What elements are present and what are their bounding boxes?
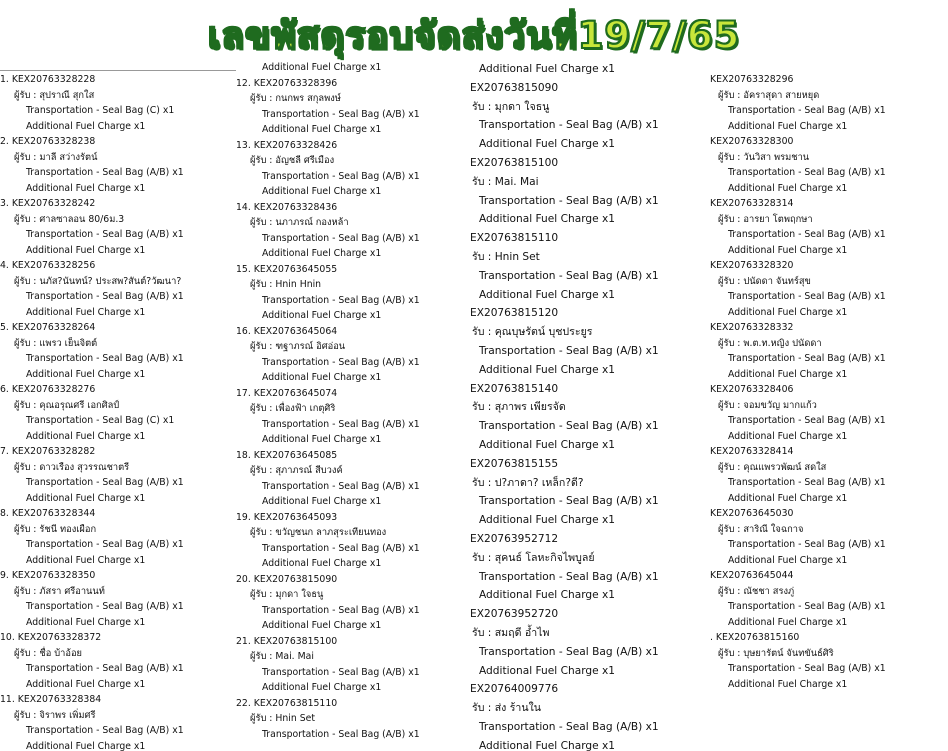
recipient-line: ผู้รับ : คุณอรุณศรี เอกศิลป์ xyxy=(14,399,120,411)
item-line: Transportation - Seal Bag (A/B) x1 xyxy=(26,663,184,674)
tracking-number: KEX20763645030 xyxy=(710,508,794,519)
item-line: Transportation - Seal Bag (A/B) x1 xyxy=(262,666,420,678)
item-line: Transportation - Seal Bag (A/B) x1 xyxy=(262,728,420,740)
item-line: Transportation - Seal Bag (A/B) x1 xyxy=(728,663,886,674)
tracking-number: EX20763952712 xyxy=(470,532,559,545)
recipient-line: ผู้รับ : คุณแพรวพัฒน์ สดใส xyxy=(718,461,827,473)
item-line: Transportation - Seal Bag (A/B) x1 xyxy=(26,477,184,488)
item-line: Transportation - Seal Bag (A/B) x1 xyxy=(728,167,886,178)
item-line: Transportation - Seal Bag (A/B) x1 xyxy=(728,291,886,302)
tracking-number: KEX20763328406 xyxy=(710,384,794,395)
tracking-number: EX20763815155 xyxy=(470,457,559,470)
item-line: Additional Fuel Charge x1 xyxy=(26,616,146,628)
item-line: Additional Fuel Charge x1 xyxy=(728,120,848,132)
item-line: Transportation - Seal Bag (A/B) x1 xyxy=(26,353,184,364)
recipient-line: ผู้รับ : ขวัญชนก ลาภสุระเทียนทอง xyxy=(250,527,387,538)
tracking-number: 13. KEX20763328426 xyxy=(236,139,338,151)
tracking-number: KEX20763328296 xyxy=(710,74,794,85)
recipient-line: ผู้รับ : บุษยารัตน์ จันทขันธ์ศิริ xyxy=(718,647,834,659)
item-line: Additional Fuel Charge x1 xyxy=(26,182,146,194)
column-1 xyxy=(0,72,232,751)
tracking-number: 16. KEX20763645064 xyxy=(236,325,338,337)
item-line: Transportation - Seal Bag (A/B) x1 xyxy=(262,542,420,554)
tracking-number: 6. KEX20763328276 xyxy=(0,384,96,395)
item-line: Additional Fuel Charge x1 xyxy=(26,430,146,442)
tracking-number: 7. KEX20763328282 xyxy=(0,446,96,457)
recipient-line: ผู้รับ : แพรว เย็นจิตต์ xyxy=(14,337,98,349)
item-line: Additional Fuel Charge x1 xyxy=(262,372,382,383)
recipient-line: ผู้รับ : วันวิสา พรมชาน xyxy=(718,151,810,163)
recipient-line: ผู้รับ : เพื่องฟ้า เกตุศิริ xyxy=(250,403,336,414)
recipient-line: ผู้รับ : ศาลซาลอน 80/6ม.3 xyxy=(14,213,125,225)
recipient-line: รับ : Hnin Set xyxy=(472,250,540,263)
tracking-number: 14. KEX20763328436 xyxy=(236,201,338,213)
recipient-line: ผู้รับ : สุภาภรณ์ สีบวงค์ xyxy=(250,465,343,476)
item-line: Additional Fuel Charge x1 xyxy=(26,368,146,380)
item-line: Transportation - Seal Bag (A/B) x1 xyxy=(479,645,659,658)
tracking-number: 3. KEX20763328242 xyxy=(0,198,96,209)
recipient-line: ผู้รับ : อัคราสุดา สายหยุด xyxy=(718,89,820,101)
tracking-number: 4. KEX20763328256 xyxy=(0,260,96,271)
tracking-number: 5. KEX20763328264 xyxy=(0,322,96,333)
recipient-line: รับ : คุณบุษรัตน์ บุชประยูร xyxy=(472,326,593,339)
recipient-line: ผู้รับ : จิราพร เพิ่มศรี xyxy=(14,709,96,721)
divider xyxy=(0,70,236,71)
item-line: Transportation - Seal Bag (A/B) x1 xyxy=(728,539,886,550)
item-line: Transportation - Seal Bag (C) x1 xyxy=(26,105,175,116)
item-line: Additional Fuel Charge x1 xyxy=(728,554,848,566)
item-line: Transportation - Seal Bag (A/B) x1 xyxy=(728,229,886,240)
recipient-line: ผู้รับ : Hnin Set xyxy=(250,713,315,724)
item-line: Additional Fuel Charge x1 xyxy=(262,620,382,631)
item-line: Additional Fuel Charge x1 xyxy=(479,63,615,75)
recipient-line: ผู้รับ : ปนัดดา จันทร์สุข xyxy=(718,275,811,287)
item-line: Transportation - Seal Bag (A/B) x1 xyxy=(26,601,184,612)
recipient-line: ผู้รับ : กนกพร สกุลพงษ์ xyxy=(250,93,341,104)
recipient-line: ผู้รับ : Mai. Mai xyxy=(250,651,314,662)
item-line: Additional Fuel Charge x1 xyxy=(26,120,146,132)
recipient-line: ผู้รับ : พ.ต.ท.หญิง ปนัดดา xyxy=(718,337,822,349)
item-line: Additional Fuel Charge x1 xyxy=(262,248,382,259)
item-line: Transportation - Seal Bag (A/B) x1 xyxy=(262,170,420,182)
item-line: Transportation - Seal Bag (A/B) x1 xyxy=(479,720,659,733)
tracking-number: 11. KEX20763328384 xyxy=(0,694,102,705)
tracking-number: EX20763815120 xyxy=(470,307,559,320)
item-line: Additional Fuel Charge x1 xyxy=(728,678,848,690)
recipient-line: ผู้รับ : อารยา โตพฤกษา xyxy=(718,213,813,225)
tracking-number: 22. KEX20763815110 xyxy=(236,697,338,709)
tracking-number: 15. KEX20763645055 xyxy=(236,263,338,275)
tracking-number: 17. KEX20763645074 xyxy=(236,387,338,399)
item-line: Transportation - Seal Bag (A/B) x1 xyxy=(26,229,184,240)
recipient-line: ผู้รับ : จอมขวัญ มากแก้ว xyxy=(718,399,817,411)
item-line: Transportation - Seal Bag (A/B) x1 xyxy=(479,420,659,433)
tracking-number: 20. KEX20763815090 xyxy=(236,573,338,585)
item-line: Additional Fuel Charge x1 xyxy=(26,678,146,690)
item-line: Additional Fuel Charge x1 xyxy=(26,492,146,504)
item-line: Additional Fuel Charge x1 xyxy=(26,244,146,256)
item-line: Additional Fuel Charge x1 xyxy=(728,368,848,380)
tracking-number: KEX20763328314 xyxy=(710,198,794,209)
item-line: Transportation - Seal Bag (A/B) x1 xyxy=(26,167,184,178)
recipient-line: รับ : Mai. Mai xyxy=(472,175,539,188)
item-line: Additional Fuel Charge x1 xyxy=(479,739,615,751)
item-line: Additional Fuel Charge x1 xyxy=(479,363,615,376)
item-line: Transportation - Seal Bag (A/B) x1 xyxy=(262,356,420,368)
tracking-number: KEX20763328320 xyxy=(710,260,794,271)
item-line: Transportation - Seal Bag (A/B) x1 xyxy=(26,291,184,302)
item-line: Additional Fuel Charge x1 xyxy=(262,496,382,507)
tracking-number: 21. KEX20763815100 xyxy=(236,635,338,647)
recipient-line: รับ : ป?ภาดา? เหล็ก?ดี? xyxy=(472,476,584,489)
recipient-line: ผู้รับ : อัญชลี ศรีเมือง xyxy=(250,155,335,166)
item-line: Additional Fuel Charge x1 xyxy=(479,213,615,226)
item-line: Additional Fuel Charge x1 xyxy=(262,124,382,135)
tracking-number: 8. KEX20763328344 xyxy=(0,508,96,519)
item-line: Additional Fuel Charge x1 xyxy=(26,306,146,318)
item-line: Additional Fuel Charge x1 xyxy=(728,616,848,628)
item-line: Additional Fuel Charge x1 xyxy=(728,306,848,318)
recipient-line: ผู้รับ : ณัชชา สรงภู่ xyxy=(718,585,795,597)
item-line: Additional Fuel Charge x1 xyxy=(728,244,848,256)
item-line: Transportation - Seal Bag (A/B) x1 xyxy=(728,477,886,488)
tracking-number: KEX20763645044 xyxy=(710,570,794,581)
item-line: Transportation - Seal Bag (A/B) x1 xyxy=(479,269,659,282)
recipient-line: รับ : สมฤดี อ้ำไพ xyxy=(472,626,550,639)
tracking-number: EX20763815090 xyxy=(470,81,559,94)
item-line: Additional Fuel Charge x1 xyxy=(479,589,615,602)
item-line: Additional Fuel Charge x1 xyxy=(262,558,382,569)
item-line: Transportation - Seal Bag (A/B) x1 xyxy=(728,353,886,364)
tracking-number: 12. KEX20763328396 xyxy=(236,77,338,89)
tracking-number: KEX20763328414 xyxy=(710,446,794,457)
item-line: Transportation - Seal Bag (A/B) x1 xyxy=(479,495,659,508)
recipient-line: ผู้รับ : ดาวเรือง สุวรรณชาตรี xyxy=(14,461,130,473)
tracking-number: 2. KEX20763328238 xyxy=(0,136,96,147)
item-line: Additional Fuel Charge x1 xyxy=(26,554,146,566)
column-4 xyxy=(708,72,948,751)
recipient-line: ผู้รับ : มาลี สว่างรัตน์ xyxy=(14,151,98,163)
item-line: Additional Fuel Charge x1 xyxy=(728,430,848,442)
recipient-line: ผู้รับ : ภัสรา ศรีอานนท์ xyxy=(14,585,105,597)
item-line: Additional Fuel Charge x1 xyxy=(728,182,848,194)
tracking-number: 9. KEX20763328350 xyxy=(0,570,96,581)
item-line: Additional Fuel Charge x1 xyxy=(262,682,382,693)
column-3 xyxy=(470,60,706,751)
recipient-line: ผู้รับ : สาริณี ใจฉกาจ xyxy=(718,523,804,535)
item-line: Transportation - Seal Bag (A/B) x1 xyxy=(262,108,420,120)
item-line: Additional Fuel Charge x1 xyxy=(262,62,382,73)
recipient-line: ผู้รับ : รัชนี ทองเผือก xyxy=(14,523,97,535)
item-line: Transportation - Seal Bag (A/B) x1 xyxy=(262,232,420,244)
item-line: Transportation - Seal Bag (A/B) x1 xyxy=(728,415,886,426)
tracking-number: . KEX20763815160 xyxy=(710,632,800,643)
item-line: Additional Fuel Charge x1 xyxy=(26,740,146,751)
item-line: Transportation - Seal Bag (A/B) x1 xyxy=(26,725,184,736)
item-line: Additional Fuel Charge x1 xyxy=(262,186,382,197)
item-line: Transportation - Seal Bag (A/B) x1 xyxy=(26,539,184,550)
tracking-number: EX20764009776 xyxy=(470,683,559,696)
column-2 xyxy=(234,60,468,751)
item-line: Transportation - Seal Bag (A/B) x1 xyxy=(262,604,420,616)
tracking-number: 10. KEX20763328372 xyxy=(0,632,102,643)
item-line: Additional Fuel Charge x1 xyxy=(479,664,615,677)
item-line: Transportation - Seal Bag (A/B) x1 xyxy=(262,480,420,492)
recipient-line: รับ : สุคนธ์ โลหะกิจไพบูลย์ xyxy=(472,551,595,564)
page-title: เลขพัสดุรอบจัดส่งวันที่19/7/65 xyxy=(207,14,741,57)
item-line: Transportation - Seal Bag (C) x1 xyxy=(26,415,175,426)
item-line: Transportation - Seal Bag (A/B) x1 xyxy=(479,119,659,132)
item-line: Additional Fuel Charge x1 xyxy=(479,138,615,151)
recipient-line: รับ : ส่ง ร้านใน xyxy=(472,702,542,715)
tracking-number: 1. KEX20763328228 xyxy=(0,74,96,85)
recipient-line: ผู้รับ : ชื่อ บ้าอ้อย xyxy=(14,647,82,659)
recipient-line: รับ : มุกดา ใจธนู xyxy=(472,100,550,113)
recipient-line: ผู้รับ : Hnin Hnin xyxy=(250,279,322,290)
item-line: Additional Fuel Charge x1 xyxy=(728,492,848,504)
tracking-number: EX20763952720 xyxy=(470,608,559,621)
item-line: Transportation - Seal Bag (A/B) x1 xyxy=(479,194,659,207)
tracking-number: KEX20763328332 xyxy=(710,322,794,333)
item-line: Transportation - Seal Bag (A/B) x1 xyxy=(728,105,886,116)
item-line: Transportation - Seal Bag (A/B) x1 xyxy=(262,294,420,306)
recipient-line: รับ : สุภาพร เพียรจัด xyxy=(472,401,566,414)
item-line: Transportation - Seal Bag (A/B) x1 xyxy=(728,601,886,612)
tracking-number: EX20763815140 xyxy=(470,382,559,395)
item-line: Additional Fuel Charge x1 xyxy=(262,310,382,321)
recipient-line: ผู้รับ : ฑฐาภรณ์ อิศอ่อน xyxy=(250,341,346,352)
item-line: Transportation - Seal Bag (A/B) x1 xyxy=(479,344,659,357)
item-line: Additional Fuel Charge x1 xyxy=(479,438,615,451)
recipient-line: ผู้รับ : นภัส?นันทน์? ประสพ?สันต์?วัฒนา? xyxy=(14,275,182,287)
tracking-number: EX20763815100 xyxy=(470,156,559,169)
tracking-number: EX20763815110 xyxy=(470,232,559,245)
recipient-line: ผู้รับ : มุกดา ใจธนู xyxy=(250,589,324,600)
tracking-number: KEX20763328300 xyxy=(710,136,794,147)
tracking-number: 18. KEX20763645085 xyxy=(236,449,338,461)
item-line: Additional Fuel Charge x1 xyxy=(479,514,615,527)
item-line: Additional Fuel Charge x1 xyxy=(262,434,382,445)
item-line: Additional Fuel Charge x1 xyxy=(479,288,615,301)
recipient-line: ผู้รับ : นภาภรณ์ กองหล้า xyxy=(250,217,349,228)
item-line: Transportation - Seal Bag (A/B) x1 xyxy=(479,570,659,583)
item-line: Transportation - Seal Bag (A/B) x1 xyxy=(262,418,420,430)
tracking-number: 19. KEX20763645093 xyxy=(236,511,338,523)
recipient-line: ผู้รับ : สุปราณี สุกใส xyxy=(14,89,95,101)
